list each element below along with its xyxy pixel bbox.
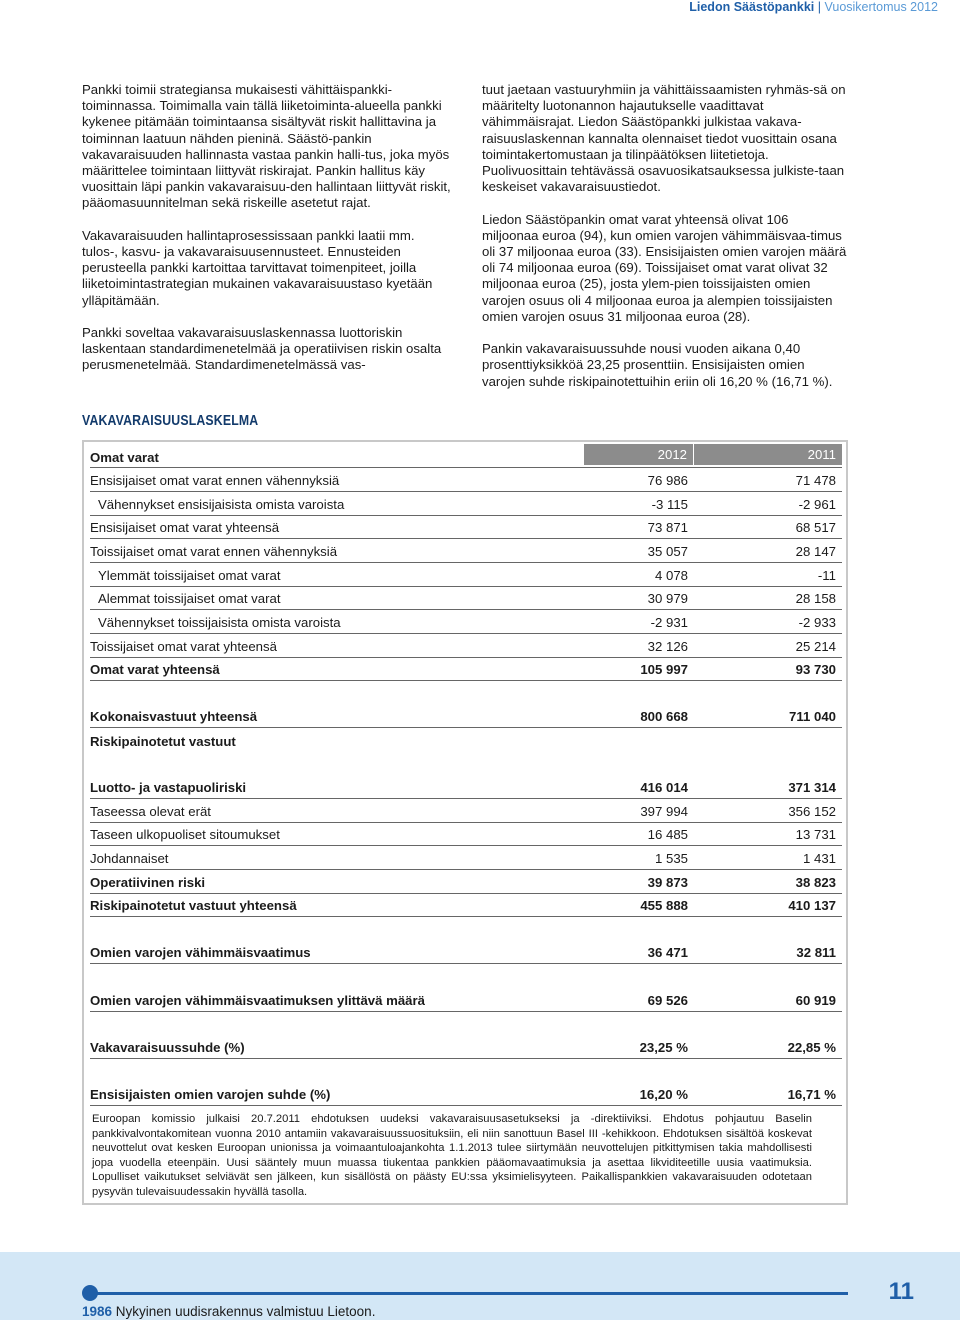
value-2012: 36 471 [647, 944, 688, 960]
value-2012: 35 057 [647, 543, 688, 559]
row-label: Ensisijaiset omat varat yhteensä [90, 519, 280, 535]
value-2011: 38 823 [795, 874, 836, 890]
column-header-2012: 2012 [584, 444, 694, 465]
value-2011: -11 [817, 567, 836, 583]
table-row [90, 468, 842, 492]
capital-adequacy-table [82, 440, 848, 1205]
value-2012: 1 535 [654, 850, 688, 866]
value-2012: 16,20 % [639, 1086, 688, 1102]
row-label: Toissijaiset omat varat yhteensä [90, 638, 277, 654]
value-2012: 23,25 % [639, 1039, 688, 1055]
value-2012: 416 014 [640, 779, 688, 795]
header-subtitle: Vuosikertomus 2012 [824, 0, 938, 14]
row-label: Operatiivinen riski [90, 874, 206, 890]
row-label: Omien varojen vähimmäisvaatimuksen ylittävä määrä [90, 992, 425, 1008]
table-row [90, 634, 842, 658]
value-2011: 356 152 [788, 803, 836, 819]
value-2012: 16 485 [647, 826, 688, 842]
table-footnote: Euroopan komissio julkaisi 20.7.2011 ehdotuksen uudeksi vakavaraisuusasetukseksi ja -direktiiviksi. Ehdotus pohjautuu Baselin pankkivalvontakomitean vuonna 2010 antamiin vakavaraisuussuosituksiin, eli niin sanottuun Basel III -kehikkoon. Ehdotuksen sisältöä koskevat neuvottelut ovat kesken Euroopan unionissa ja voimaantuloajankohta 1.1.2013 tulee siirtymään neuvottelujen pitkittymisen takia mahdollisesti jopa vuodella eteenpäin. Uusi sääntely muun muassa tiukentaa pankkien pääomavaatimuksia ja asettaa likviditeetille uusia vaatimuksia. Lopulliset vaikutukset selviävät sen jälkeen, kun sisällöstä on päästy EU:ssa yksimielisyyteen. Paikallispankkien vakavaraisuuden odotetaan pysyvän tulevaisuudessakin hyvällä tasolla. [92, 1113, 812, 1198]
right-text-column [482, 82, 847, 406]
table-row [90, 492, 842, 516]
paragraph: Pankki soveltaa vakavaraisuuslaskennassa luottoriskin laskentaan standardimenetelmää ja operatiivisen riskin osalta perusmenetelmää. Standardimenetelmässä vas- [82, 325, 442, 373]
row-label: Vähennykset ensisijaisista omista varoista [98, 496, 345, 512]
value-2011: 1 431 [802, 850, 836, 866]
value-2011: 16,71 % [787, 1086, 836, 1102]
value-2012: 30 979 [647, 590, 688, 606]
table-row [90, 870, 842, 894]
paragraph: Liedon Säästöpankin omat varat yhteensä olivat 106 miljoonaa euroa (94), kun omien varojen vähimmäisvaa-timus oli 37 miljoonaa euroa (33). Ensisijaisten omien varojen määrä oli 74 miljoonaa euroa (69). Toissijaiset omat varat olivat 32 miljoonaa euroa (25), josta ylem-pien toissijaisten omien varojen osuus oli 4 miljoonaa euroa ja alempien toissijaisten omien varojen osuus 31 miljoonaa euroa (28). [482, 211, 847, 324]
value-2012: 105 997 [640, 661, 688, 677]
paragraph: Pankki toimii strategiansa mukaisesti vähittäispankki-toiminnassa. Toimimalla vain tällä liiketoiminta-alueella pankki kykenee pitämään toimintaansa sisältyvät riskit hallittavina ja toiminnan laatuun nähden pieninä. Säästö-pankin vakavaraisuuden hallinnasta vastaa pankin halli-tus, joka myös määrittelee toimintaan liittyvät riskirajat. Pankin hallitus käy vuosittain läpi pankin vakavaraisuu-den hallintaan liittyvät riskit, pääomasuunnitelman sekä riskeille asetetut rajat. [82, 82, 451, 211]
value-2011: 28 158 [795, 590, 836, 606]
row-label: Ensisijaiset omat varat ennen vähennyksiä [90, 472, 340, 488]
table-row [90, 1082, 842, 1106]
table-row [90, 728, 842, 752]
row-label: Ensisijaisten omien varojen suhde (%) [90, 1086, 331, 1102]
paragraph: Pankin vakavaraisuussuhde nousi vuoden aikana 0,40 prosenttiyksikköä 23,25 prosenttiin. Ensisijaisten omien varojen suhde riskipainotettuihin eriin oli 16,20 % (16,71 %). [482, 341, 833, 389]
timeline-text: Nykyinen uudisrakennus valmistuu Lietoon. [112, 1304, 376, 1319]
value-2011: 410 137 [788, 897, 836, 913]
value-2011: 28 147 [795, 543, 836, 559]
table-row [90, 1035, 842, 1059]
value-2012: 69 526 [647, 992, 688, 1008]
value-2012: 73 871 [647, 519, 688, 535]
header-separator: | [817, 0, 822, 14]
row-label: Vakavaraisuussuhde (%) [90, 1039, 245, 1055]
row-label: Ylemmät toissijaiset omat varat [98, 567, 281, 583]
value-2012: 32 126 [647, 638, 688, 654]
timeline-year: 1986 [82, 1304, 113, 1319]
row-label: Toissijaiset omat varat ennen vähennyksiä [90, 543, 338, 559]
table-row [90, 610, 842, 634]
table-row [90, 539, 842, 563]
timeline-caption [82, 1304, 375, 1319]
table-header-label: Omat varat [90, 449, 159, 465]
value-2011: 371 314 [788, 779, 836, 795]
paragraph: tuut jaetaan vastuuryhmiin ja vähittäissaamisten ryhmäs-sä on määritelty luotonannon hajautukselle vaadittavat vähimmäisrajat. Liedon Säästöpankki julkistaa vakava-raisuuslaskennan kannalta olennaiset tiedot vuosittain osana toimintakertomustaan ja tilinpäätöksen liitetietoja. Puolivuosittain tehtävässä osavuosikatsauksessa julkiste-taan keskeiset vakavaraisuustiedot. [482, 82, 846, 195]
value-2011: 25 214 [795, 638, 836, 654]
row-label: Taseessa olevat erät [90, 803, 211, 819]
timeline-line [88, 1292, 848, 1295]
timeline-dot-icon [82, 1285, 98, 1301]
table-row [90, 940, 842, 964]
value-2012: -2 931 [650, 614, 688, 630]
value-2011: 71 478 [795, 472, 836, 488]
page-number: 11 [888, 1278, 914, 1305]
row-label: Johdannaiset [90, 850, 169, 866]
row-label: Riskipainotetut vastuut yhteensä [90, 897, 297, 913]
value-2011: 22,85 % [787, 1039, 836, 1055]
left-text-column [82, 82, 452, 390]
table-row [90, 822, 842, 846]
value-2011: 60 919 [795, 992, 836, 1008]
table-row [90, 988, 842, 1012]
column-header-2011: 2011 [694, 444, 842, 465]
paragraph: Vakavaraisuuden hallintaprosessissaan pankki laatii mm. tulos-, kasvu- ja vakavaraisuusennusteet. Ennusteiden perusteella pankki kartoittaa tarvittavat toimenpiteet, joilla liiketoimintastrategian mukainen vakavaraisuustaso kyetään ylläpitämään. [82, 227, 433, 308]
value-2011: 68 517 [795, 519, 836, 535]
row-label: Taseen ulkopuoliset sitoumukset [90, 826, 280, 842]
row-label: Vähennykset toissijaisista omista varoista [98, 614, 341, 630]
table-row [90, 563, 842, 587]
page-header [689, 0, 938, 22]
value-2012: 397 994 [640, 803, 688, 819]
table-header-row [90, 444, 842, 468]
value-2011: 13 731 [795, 826, 836, 842]
value-2012: 76 986 [647, 472, 688, 488]
table-row [90, 586, 842, 610]
value-2011: 93 730 [795, 661, 836, 677]
value-2011: -2 961 [798, 496, 836, 512]
row-label: Luotto- ja vastapuoliriski [90, 779, 247, 795]
table-row [90, 846, 842, 870]
value-2012: -3 115 [651, 496, 688, 512]
table-row [90, 704, 842, 728]
brand-name: Liedon Säästöpankki [689, 0, 815, 14]
row-label: Omat varat yhteensä [90, 661, 220, 677]
value-2011: 711 040 [789, 708, 836, 724]
table-row [90, 515, 842, 539]
row-label: Riskipainotetut vastuut [90, 733, 236, 749]
table-row [90, 893, 842, 917]
value-2012: 455 888 [640, 897, 688, 913]
row-label: Kokonaisvastuut yhteensä [90, 708, 258, 724]
value-2011: 32 811 [796, 944, 836, 960]
value-2012: 4 078 [654, 567, 688, 583]
table-row [90, 775, 842, 799]
value-2011: -2 933 [798, 614, 836, 630]
row-label: Alemmat toissijaiset omat varat [98, 590, 281, 606]
value-2012: 800 668 [640, 708, 688, 724]
value-2012: 39 873 [647, 874, 688, 890]
row-label: Omien varojen vähimmäisvaatimus [90, 944, 311, 960]
section-title: VAKAVARAISUUSLASKELMA [82, 412, 259, 429]
table-row [90, 657, 842, 681]
table-row [90, 799, 842, 823]
